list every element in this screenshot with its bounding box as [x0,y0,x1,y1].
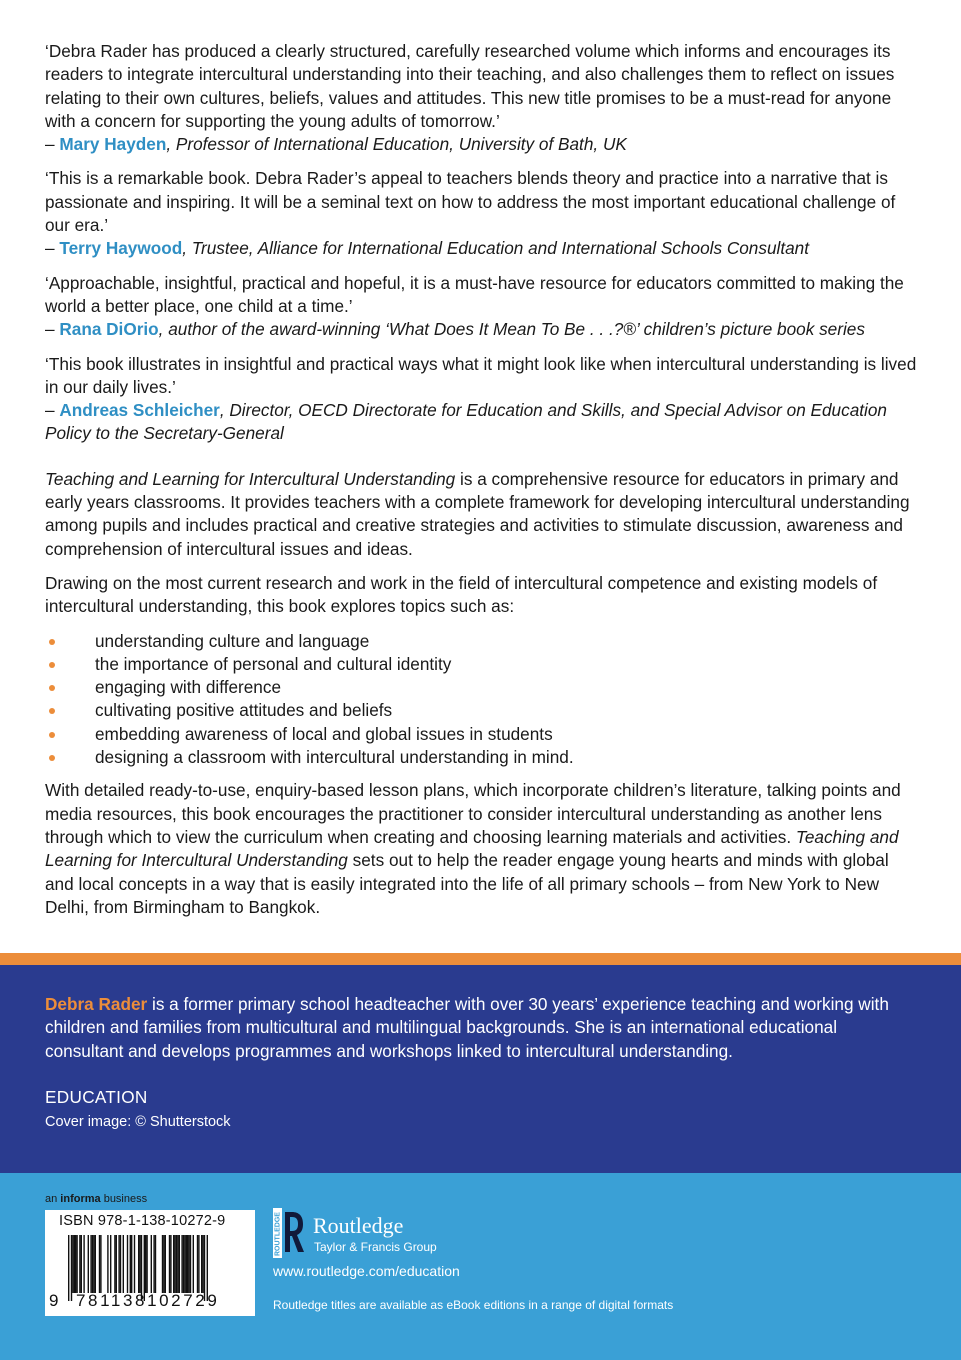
barcode-bar [176,1235,177,1293]
author-bio [45,993,920,1063]
description-paragraph [45,779,920,919]
reviewer-name: Andreas Schleicher [59,400,220,421]
barcode-bar [193,1235,194,1293]
review [45,353,920,446]
reviewer-role: , Director, OECD Directorate for Education and Skills, and Special Advisor on Education Policy to the Secretary-General [45,400,887,444]
barcode-bar [163,1235,164,1293]
informa-prefix: an [45,1193,61,1205]
reviewer-role: , author of the award-winning ‘What Does It Mean To Be . . .?®’ children’s picture book series [158,319,865,340]
orange-divider [0,953,961,965]
list-item: understanding culture and language [45,630,920,653]
barcode-bar [177,1235,178,1293]
description-paragraph: Drawing on the most current research and work in the field of intercultural competence and existing models of intercultural understanding, this book explores topics such as: [45,572,878,617]
barcode-bar [186,1235,187,1293]
barcode-bar [81,1235,82,1293]
informa-suffix: business [100,1193,148,1205]
barcode-bar [83,1235,84,1293]
barcode-bar [123,1235,124,1293]
barcode-bar [181,1235,182,1293]
review-attribution [45,399,920,446]
barcode-bar [179,1235,180,1293]
barcode-bar [155,1235,156,1293]
barcode-bar [100,1235,101,1293]
publisher-url[interactable]: www.routledge.com/education [273,1263,460,1279]
barcode-bar [99,1235,100,1293]
list-item: designing a classroom with intercultural understanding in mind. [45,746,920,769]
author-band [0,965,961,1173]
barcode-bar [90,1235,91,1293]
barcode-bar [184,1235,185,1293]
publisher-footer [0,1173,961,1360]
book-title: Teaching and Learning for Intercultural Understanding [45,468,456,489]
review [45,272,920,342]
barcode-bar [187,1235,188,1293]
ebook-note: Routledge titles are available as eBook editions in a range of digital formats [273,1298,674,1312]
barcode-bar [118,1235,119,1293]
barcode-remaining-digits: 781138102729 [76,1291,220,1310]
logo-vertical-text: ROUTLEDGE [274,1212,282,1256]
list-item: embedding awareness of local and global issues in students [45,723,920,746]
barcode-bar [114,1235,115,1293]
review-quote: ‘Approachable, insightful, practical and hopeful, it is a must-have resource for educators committed to making the world a better place, one child at a time.’ [45,272,904,316]
review-list [45,40,920,446]
barcode-bar [170,1235,171,1293]
description-text: sets out to help the reader engage young hearts and minds with global and local concepts in a way that is easily integrated into the life of all primary schools – from New York to New Delhi, from Birmingham to Bangkok. [45,850,889,917]
description-text: With detailed ready-to-use, enquiry-based lesson plans, which incorporate children’s literature, talking points and media resources, this book encourages the practitioner to consider intercultural understanding as another lens through which to view the curriculum when creating and choosing learning materials and activities. [45,780,901,847]
barcode-bar [197,1235,198,1293]
barcode-bar [134,1235,135,1293]
reviewer-role: , Trustee, Alliance for International Education and International Schools Consultant [182,238,809,259]
barcode-bar [88,1235,89,1293]
barcode-bar [79,1235,80,1293]
review-attribution [45,133,920,156]
reviewer-name: Terry Haywood [59,238,183,259]
barcode-bar [173,1235,174,1293]
review-attribution [45,318,920,341]
barcode-bar [130,1235,131,1293]
list-item: the importance of personal and cultural identity [45,653,920,676]
author-bio-text: is a former primary school headteacher with over 30 years’ experience teaching and working with children and families from multicultural and multilingual backgrounds. She is an international educational consultant and develops programmes and workshops linked to intercultural understanding. [45,994,889,1061]
publisher-group: Taylor & Francis Group [314,1240,437,1254]
barcode-bar [138,1235,139,1293]
barcode-bar [120,1235,121,1293]
barcode-bar [145,1235,146,1293]
barcode-bar [151,1235,152,1293]
barcode-bar [201,1235,202,1293]
review-attribution [45,237,920,260]
review [45,167,920,260]
barcode-bar [165,1235,166,1293]
book-title: Teaching and Learning for Intercultural Understanding [45,826,899,871]
isbn-barcode-box [45,1210,255,1316]
back-cover-text [45,40,920,930]
barcode-bar [116,1235,117,1293]
review-quote: ‘This book illustrates in insightful and practical ways what it might look like when intercultural understanding is lived in our daily lives.’ [45,353,917,397]
informa-brand: informa [60,1193,101,1205]
publisher-name: Routledge [313,1213,404,1238]
barcode-bar [169,1235,170,1293]
barcode-bar [72,1235,73,1293]
barcode-bar [202,1235,203,1293]
reviewer-role: , Professor of International Education, University of Bath, UK [166,134,627,155]
barcode-bar [188,1235,189,1293]
barcode-bar [75,1235,76,1293]
barcode-bar [92,1235,93,1293]
barcode-bar [139,1235,140,1293]
isbn-number: ISBN 978-1-138-10272-9 [59,1213,226,1229]
dash: – [45,238,60,259]
barcode-bar [71,1235,72,1301]
routledge-logo-icon [273,1208,305,1258]
description-paragraph [45,468,920,561]
barcode-bar [76,1235,77,1293]
barcode-first-digit: 9 [49,1291,59,1310]
barcode-bar [190,1235,191,1293]
list-item: cultivating positive attitudes and beliefs [45,699,920,722]
dash: – [45,134,60,155]
dash: – [45,319,60,340]
barcode-bar [93,1235,94,1293]
review-quote: ‘This is a remarkable book. Debra Rader’s appeal to teachers blends theory and practice into a narrative that is passionate and inspiring. It will be a seminal text on how to address the most important educational challenge of our era.’ [45,168,896,236]
reviewer-name: Mary Hayden [59,134,167,155]
review [45,40,920,156]
barcode-bar [95,1235,96,1293]
dash: – [45,400,60,421]
review-quote: ‘Debra Rader has produced a clearly structured, carefully researched volume which informs and encourages its readers to integrate intercultural understanding into their teaching, and also challenges them to reflect on issues relating to their own cultures, beliefs, values and attitudes. This new title promises to be a must-read for anyone with a concern for supporting the young adults of tomorrow.’ [45,41,895,131]
description-text: is a comprehensive resource for educators in primary and early years classrooms. It provides teachers with a complete framework for developing intercultural understanding among pupils and includes practical and creative strategies and activities to stimulate discussion, awareness and comprehension of intercultural issues and ideas. [45,468,910,559]
cover-credit: Cover image: © Shutterstock [45,1114,231,1130]
barcode-bar [74,1235,75,1293]
subject-category: EDUCATION [45,1087,148,1107]
barcode-bar [162,1235,163,1293]
author-name: Debra Rader [45,994,148,1014]
barcode-bar [127,1235,128,1293]
barcode-bar [68,1235,69,1301]
barcode-bar [131,1235,132,1293]
informa-tagline [45,1193,147,1205]
barcode-bar [110,1235,111,1293]
barcode-bar [146,1235,147,1293]
reviewer-name: Rana DiOrio [59,319,159,340]
barcode-bar [107,1235,108,1293]
barcode-bar [153,1235,154,1293]
barcode-bar [174,1235,175,1293]
barcode-bar [198,1235,199,1293]
topic-list [45,630,920,770]
list-item: engaging with difference [45,676,920,699]
barcode-bar [183,1235,184,1293]
